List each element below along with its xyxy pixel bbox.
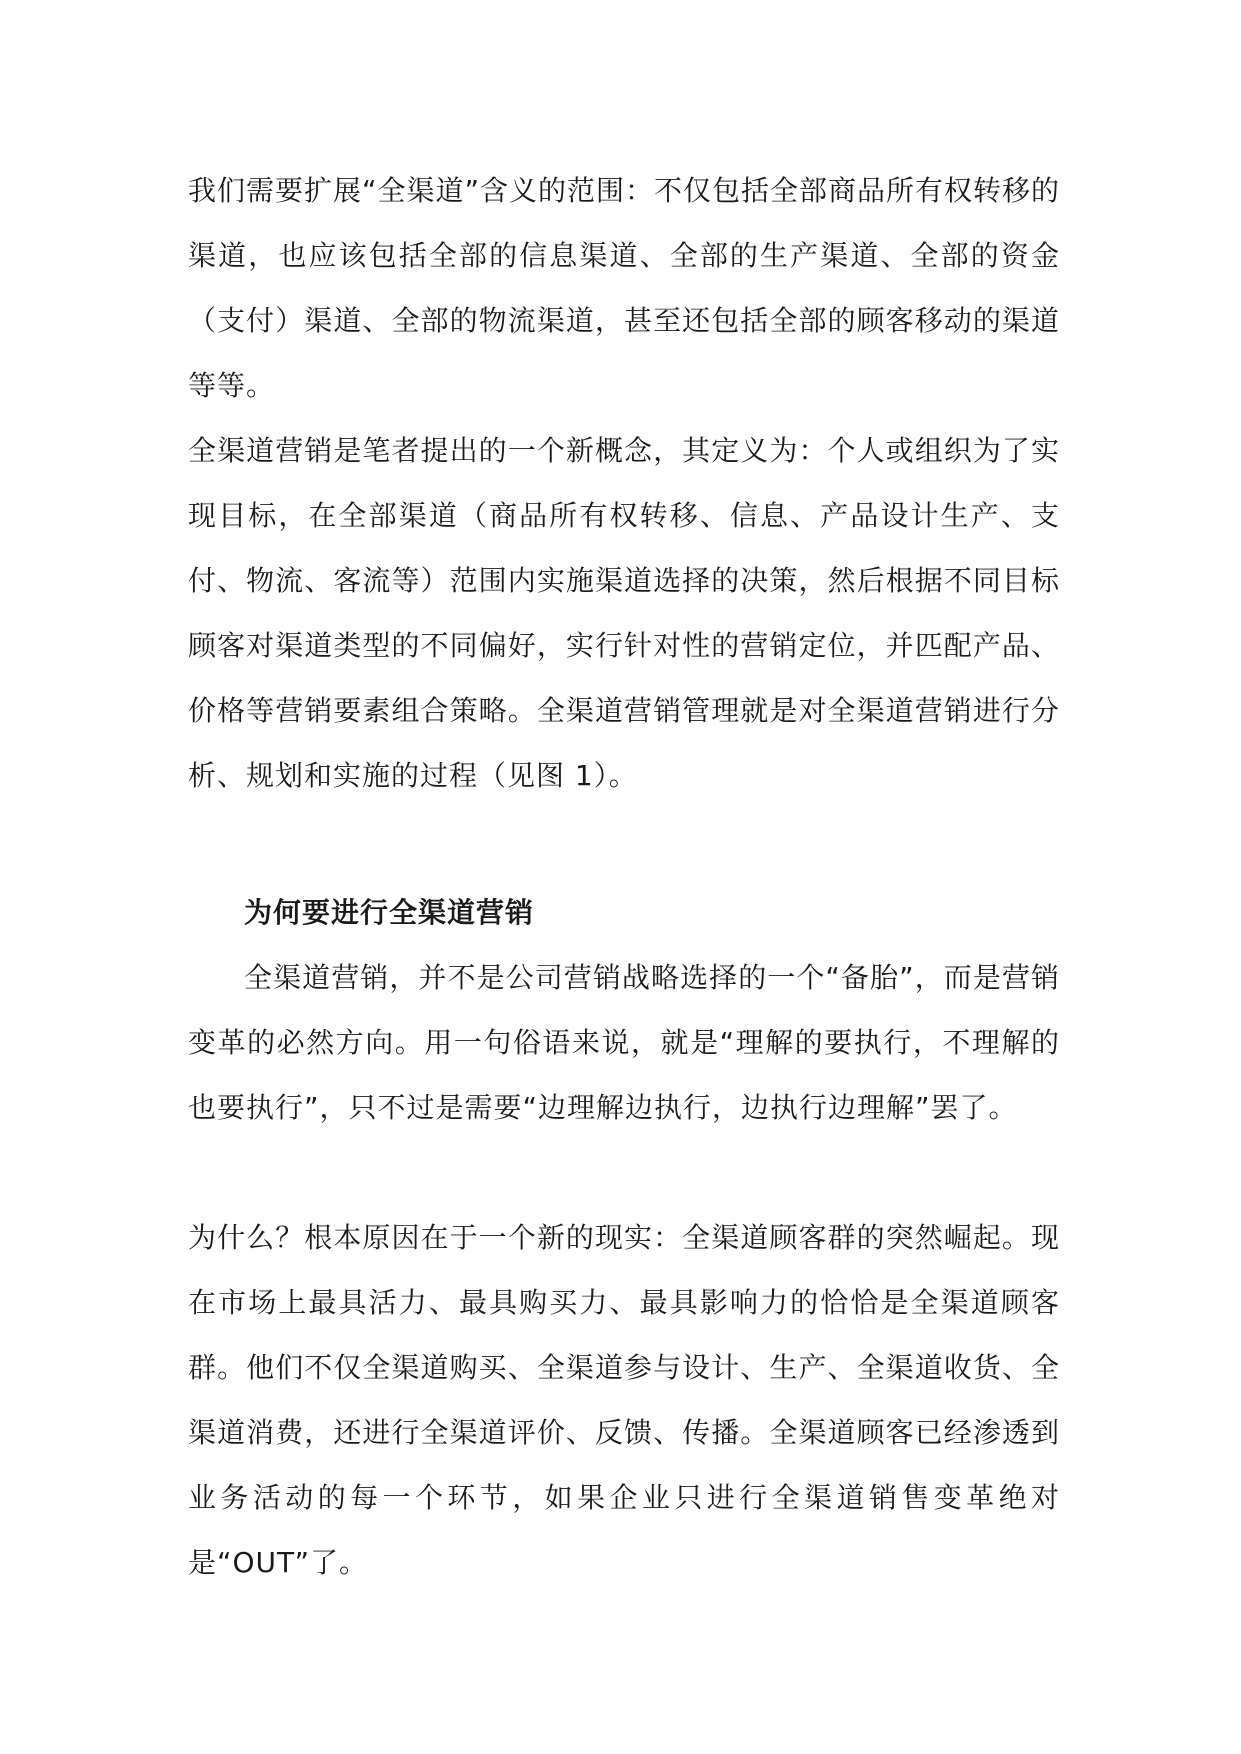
document-page xyxy=(188,158,1060,1595)
paragraph-omnichannel-definition: 全渠道营销是笔者提出的一个新概念，其定义为：个人或组织为了实现目标，在全部渠道（商品所有权转移、信息、产品设计生产、支付、物流、客流等）范围内实施渠道选择的决策，然后根据不同目标顾客对渠道类型的不同偏好，实行针对性的营销定位，并匹配产品、价格等营销要素组合策略。全渠道营销管理就是对全渠道营销进行分析、规划和实施的过程（见图 1）。 xyxy=(188,434,1060,792)
spacer xyxy=(188,1140,1060,1205)
paragraph-omnichannel-customers: 为什么？根本原因在于一个新的现实：全渠道顾客群的突然崛起。现在市场上最具活力、最具购买力、最具影响力的恰恰是全渠道顾客群。他们不仅全渠道购买、全渠道参与设计、生产、全渠道收货、全渠道消费，还进行全渠道评价、反馈、传播。全渠道顾客已经渗透到业务活动的每一个环节，如果企业只进行全渠道销售变革绝对是“OUT”了。 xyxy=(188,1221,1060,1579)
spacer xyxy=(188,808,1060,880)
paragraph-channel-scope: 我们需要扩展“全渠道”含义的范围：不仅包括全部商品所有权转移的渠道，也应该包括全部的信息渠道、全部的生产渠道、全部的资金（支付）渠道、全部的物流渠道，甚至还包括全部的顾客移动的渠道等等。 xyxy=(188,174,1061,402)
paragraph-why-omnichannel: 全渠道营销，并不是公司营销战略选择的一个“备胎”，而是营销变革的必然方向。用一句俗语来说，就是“理解的要执行，不理解的也要执行”，只不过是需要“边理解边执行，边执行边理解”罢了。 xyxy=(188,961,1060,1124)
section-heading: 为何要进行全渠道营销 xyxy=(244,896,535,929)
